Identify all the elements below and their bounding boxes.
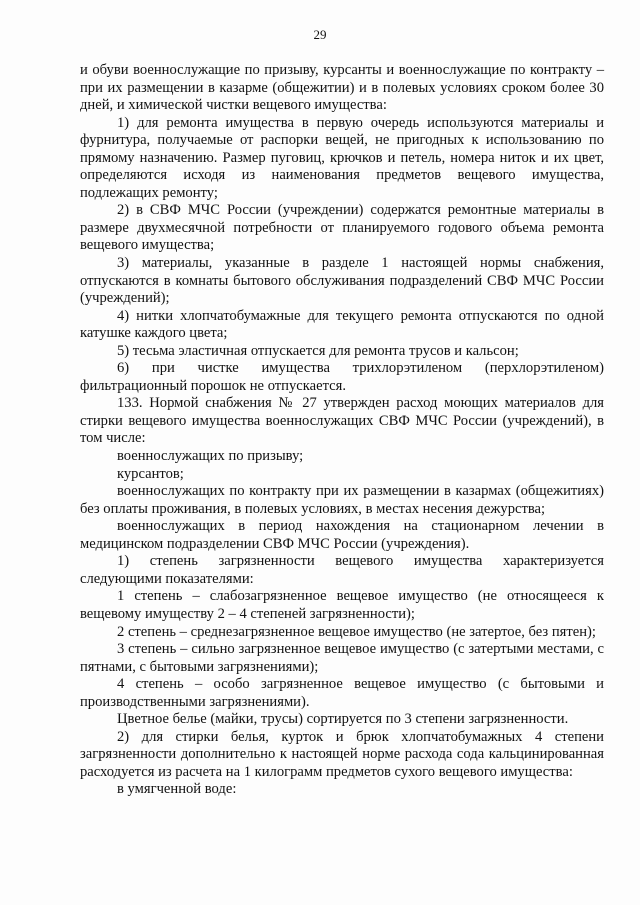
paragraph: 4 степень – особо загрязненное вещевое имущество (с бытовыми и производственными загрязнениями). [80,676,604,710]
paragraph: 2) в СВФ МЧС России (учреждении) содержатся ремонтные материалы в размере двухмесячной потребности от планируемого годового объема ремонта вещевого имущества; [80,202,604,254]
paragraph: 1) для ремонта имущества в первую очередь используются материалы и фурнитура, получаемые от распорки вещей, не пригодных к использованию по прямому назначению. Размер пуговиц, крючков и петель, номера ниток и их цвет, определяются исходя из наименования предметов вещевого имущества, подлежащих ремонту; [80,114,604,201]
paragraph: 2) для стирки белья, курток и брюк хлопчатобумажных 4 степени загрязненности дополнительно к настоящей норме расхода сода кальцинированная расходуется из расчета на 1 килограмм предметов сухого вещевого имущества: [80,728,604,780]
paragraph: в умягченной воде: [117,781,237,798]
paragraph: военнослужащих по контракту при их размещении в казармах (общежитиях) без оплаты проживания, в полевых условиях, в местах несения дежурства; [80,483,604,517]
paragraph: 1) степень загрязненности вещевого имущества характеризуется следующими показателями: [80,553,604,587]
paragraph: 6) при чистке имущества трихлорэтиленом (перхлорэтиленом) фильтрационный порошок не отпускается. [80,360,604,394]
paragraph: 3 степень – сильно загрязненное вещевое имущество (с затертыми местами, с пятнами, с бытовыми загрязнениями); [80,641,604,675]
paragraph: 5) тесьма эластичная отпускается для ремонта трусов и кальсон; [117,342,519,359]
page-number: 29 [313,27,327,42]
paragraph: 133. Нормой снабжения № 27 утвержден расход моющих материалов для стирки вещевого имущества военнослужащих СВФ МЧС России (учреждений), в том числе: [80,395,604,447]
paragraph: 3) материалы, указанные в разделе 1 настоящей нормы снабжения, отпускаются в комнаты бытового обслуживания подразделений СВФ МЧС России (учреждений); [80,255,604,307]
paragraph: и обуви военнослужащие по призыву, курсанты и военнослужащие по контракту – при их размещении в казарме (общежитии) и в полевых условиях сроком более 30 дней, и химической чистки вещевого имущества: [80,62,604,114]
paragraph: военнослужащих по призыву; [117,448,304,465]
paragraph: 2 степень – среднезагрязненное вещевое имущество (не затертое, без пятен); [117,623,596,640]
document-body [80,62,604,799]
paragraph: Цветное белье (майки, трусы) сортируется по 3 степени загрязненности. [117,711,569,728]
paragraph: 4) нитки хлопчатобумажные для текущего ремонта отпускаются по одной катушке каждого цвета; [80,307,604,342]
paragraph: военнослужащих в период нахождения на стационарном лечении в медицинском подразделении СВФ МЧС России (учреждения). [80,518,604,552]
paragraph: 1 степень – слабозагрязненное вещевое имущество (не относящееся к вещевому имуществу 2 – 4 степеней загрязненности); [80,588,604,622]
paragraph: курсантов; [117,465,184,482]
